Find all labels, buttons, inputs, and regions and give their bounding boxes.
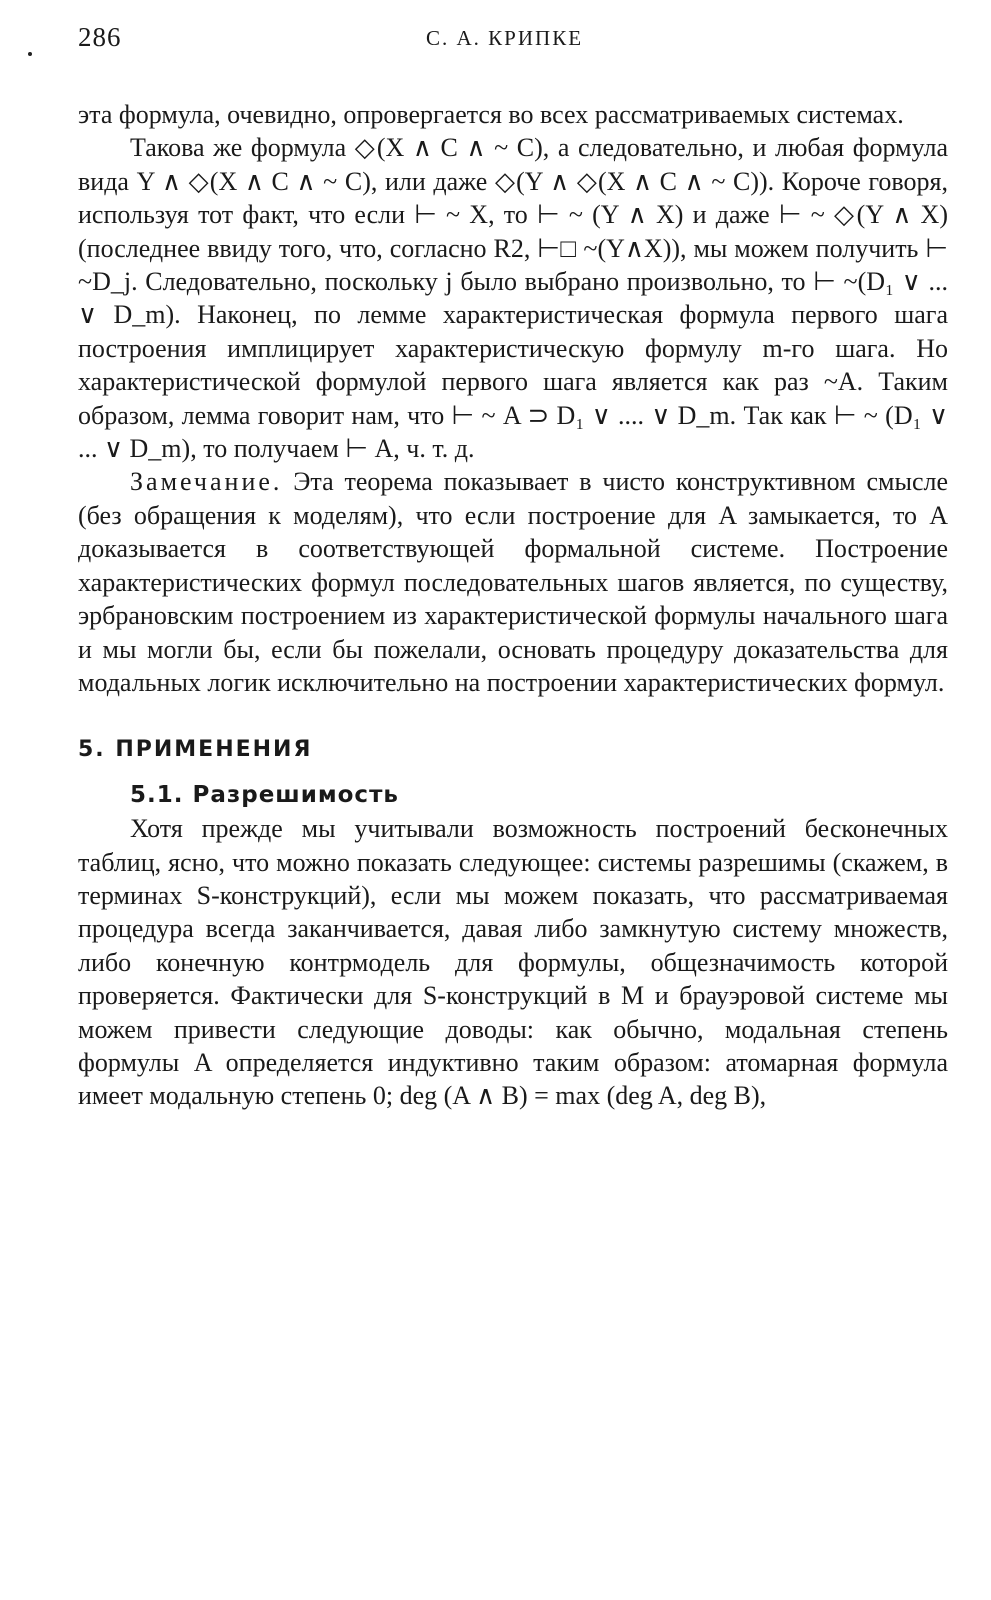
remark-label: Замечание.	[130, 467, 283, 497]
running-head: С. А. КРИПКЕ	[426, 26, 584, 50]
paragraph-1: эта формула, очевидно, опровергается во всех рассматриваемых системах.	[78, 100, 904, 129]
paragraph-3: Хотя прежде мы учитывали возможность построений бесконечных таблиц, ясно, что можно показать следующее: системы разрешимы (скажем, в терминах S-конструкций), если мы можем показать, что рассматриваемая процедура всегда заканчивается, давая либо замкнутую систему множеств, либо конечную контрмодель для формулы, общезначимость которой проверяется. Фактически для S-конструкций в M и брауэровой системе мы можем привести следующие доводы: как обычно, модальная степень формулы A определяется индуктивно таким образом: атомарная формула имеет модальную степень 0; deg (A ∧ B) = max (deg A, deg B),	[78, 814, 948, 1111]
subsection-heading: 5.1. Разрешимость	[130, 781, 399, 808]
remark-paragraph	[78, 465, 948, 699]
margin-dot	[28, 52, 32, 56]
body-text	[78, 98, 948, 1113]
page	[78, 0, 948, 1600]
page-header	[78, 22, 948, 62]
page-number: 286	[78, 22, 122, 52]
paragraph-2: Такова же формула ◇(X ∧ C ∧ ~ C), а следовательно, и любая формула вида Y ∧ ◇(X ∧ C ∧ ~ C), или даже ◇(Y ∧ ◇(X ∧ C ∧ ~ C)). Короче говоря, используя тот факт, что если ⊢ ~ X, то ⊢ ~ (Y ∧ X) и даже ⊢ ~ ◇(Y ∧ X) (последнее ввиду того, что, согласно R2, ⊢□ ~(Y∧X)), мы можем получить ⊢ ~D_j. Следовательно, поскольку j было выбрано произвольно, то ⊢ ~(D₁ ∨ ... ∨ D_m). Наконец, по лемме характеристическая формула первого шага построения имплицирует характеристическую формулу m-го шага. Но характеристической формулой первого шага является как раз ~A. Таким образом, лемма говорит нам, что ⊢ ~ A ⊃ D₁ ∨ .... ∨ D_m. Так как ⊢ ~ (D₁ ∨ ... ∨ D_m), то получаем ⊢ A, ч. т. д.	[78, 133, 948, 464]
section-heading: 5. ПРИМЕНЕНИЯ	[78, 737, 313, 763]
remark-text: Эта теорема показывает в чисто конструктивном смысле (без обращения к моделям), что если построение для A замыкается, то A доказывается в соответствующей формальной системе. Построение характеристических формул последовательных шагов является, по существу, эрбрановским построением из характеристической формулы начального шага и мы могли бы, если бы пожелали, основать процедуру доказательства для модальных логик исключительно на построении характеристических формул.	[78, 467, 949, 697]
